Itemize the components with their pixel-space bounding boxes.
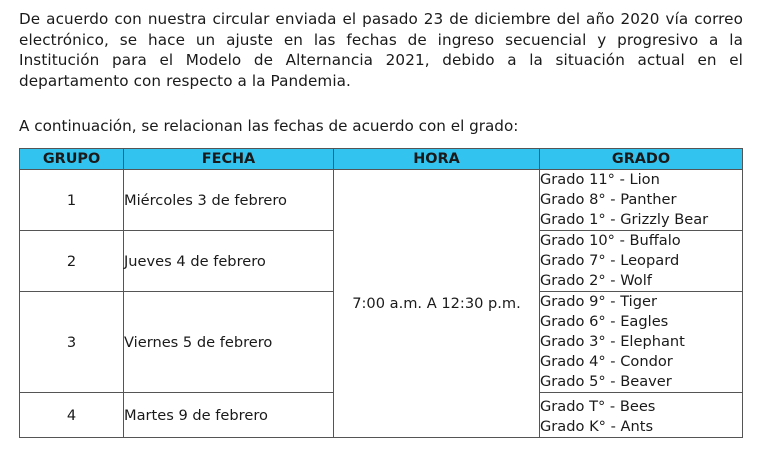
grade-item: Grado 4° - Condor (540, 353, 673, 370)
table-header-row (20, 149, 743, 170)
grupo-cell: 4 (20, 393, 124, 438)
header-fecha: FECHA (124, 149, 334, 170)
grade-item: Grado 11° - Lion (540, 171, 660, 188)
header-grado: GRADO (540, 149, 743, 170)
header-hora: HORA (334, 149, 540, 170)
grupo-cell: 1 (20, 170, 124, 231)
grado-cell (540, 231, 743, 292)
grade-item: Grado T° - Bees (540, 398, 656, 415)
hora-cell: 7:00 a.m. A 12:30 p.m. (334, 170, 540, 438)
header-grupo: GRUPO (20, 149, 124, 170)
grade-item: Grado 2° - Wolf (540, 272, 652, 289)
circular-paragraph: De acuerdo con nuestra circular enviada el pasado 23 de diciembre del año 2020 vía correo electrónico, se hace un ajuste en las fechas de ingreso secuencial y progresivo a la Institución para el Modelo de Alternancia 2021, debido a la situación actual en el departamento con respecto a la Pandemia. (19, 10, 743, 90)
table-row (20, 170, 743, 231)
fecha-cell: Viernes 5 de febrero (124, 292, 334, 393)
grade-item: Grado 3° - Elephant (540, 333, 685, 350)
grupo-cell: 2 (20, 231, 124, 292)
grade-item: Grado 10° - Buffalo (540, 232, 681, 249)
schedule-table (19, 148, 743, 438)
grade-item: Grado 6° - Eagles (540, 313, 669, 330)
grade-item: Grado 7° - Leopard (540, 252, 680, 269)
grado-cell (540, 393, 743, 438)
grade-item: Grado K° - Ants (540, 418, 654, 435)
fecha-cell: Miércoles 3 de febrero (124, 170, 334, 231)
grade-item: Grado 9° - Tiger (540, 293, 657, 310)
grade-item: Grado 5° - Beaver (540, 373, 672, 390)
grado-cell (540, 292, 743, 393)
table-intro: A continuación, se relacionan las fechas de acuerdo con el grado: (19, 117, 519, 135)
grupo-cell: 3 (20, 292, 124, 393)
grade-item: Grado 1° - Grizzly Bear (540, 211, 709, 228)
grado-cell (540, 170, 743, 231)
fecha-cell: Jueves 4 de febrero (124, 231, 334, 292)
grade-item: Grado 8° - Panther (540, 191, 677, 208)
fecha-cell: Martes 9 de febrero (124, 393, 334, 438)
